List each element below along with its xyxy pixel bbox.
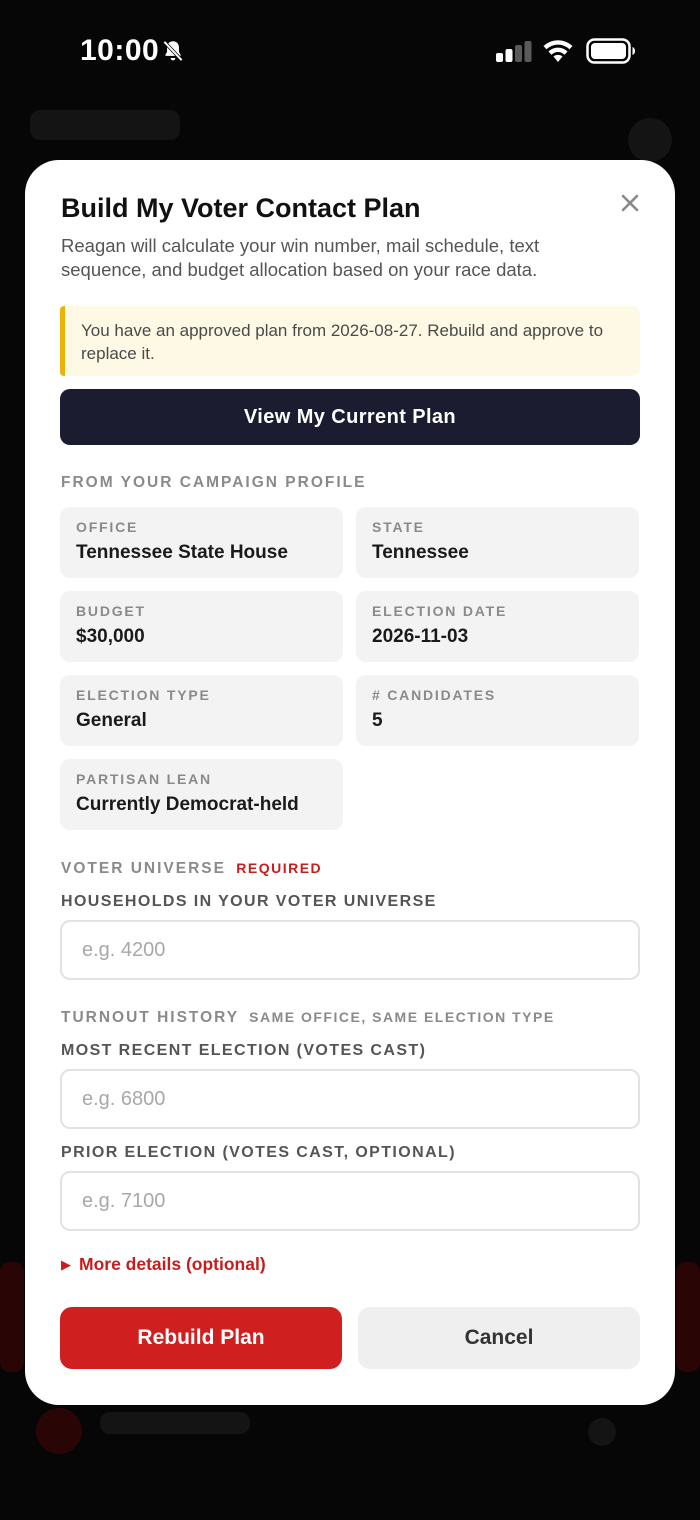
households-field-label: HOUSEHOLDS IN YOUR VOTER UNIVERSE xyxy=(61,893,437,910)
profile-section-label: FROM YOUR CAMPAIGN PROFILE xyxy=(61,474,367,491)
profile-card-candidates xyxy=(356,675,639,746)
build-plan-modal xyxy=(25,160,675,1405)
background-app-label-bottom xyxy=(100,1412,250,1434)
required-badge: REQUIRED xyxy=(236,860,323,876)
profile-card-value: 5 xyxy=(372,710,383,731)
profile-card-value: 2026-11-03 xyxy=(372,626,469,647)
profile-card-state xyxy=(356,507,639,578)
wifi-icon xyxy=(542,37,574,68)
status-time: 10:00 xyxy=(80,34,160,67)
cancel-button[interactable]: Cancel xyxy=(358,1307,640,1369)
background-app-banner xyxy=(0,1262,24,1372)
profile-card-label: ELECTION DATE xyxy=(372,603,508,619)
profile-card-label: # CANDIDATES xyxy=(372,687,497,703)
turnout-section-subtitle: SAME OFFICE, SAME ELECTION TYPE xyxy=(249,1009,555,1025)
close-icon[interactable] xyxy=(615,188,645,218)
profile-card-election-date xyxy=(356,591,639,662)
battery-icon xyxy=(586,38,636,69)
view-current-plan-button[interactable]: View My Current Plan xyxy=(60,389,640,445)
status-bar xyxy=(0,0,700,100)
voter-universe-section-title: VOTER UNIVERSE xyxy=(61,860,226,877)
profile-card-label: PARTISAN LEAN xyxy=(76,771,212,787)
turnout-section-title: TURNOUT HISTORY xyxy=(61,1009,239,1026)
background-app-banner-right xyxy=(676,1262,700,1372)
profile-card-label: STATE xyxy=(372,519,425,535)
profile-card-office xyxy=(60,507,343,578)
background-app-avatar-bottom xyxy=(36,1408,82,1454)
more-details-toggle[interactable] xyxy=(61,1254,266,1275)
rebuild-plan-button[interactable]: Rebuild Plan xyxy=(60,1307,342,1369)
background-app-header xyxy=(30,110,180,140)
profile-card-value: Tennessee State House xyxy=(76,542,288,563)
cellular-signal-icon xyxy=(496,40,532,67)
profile-card-budget xyxy=(60,591,343,662)
profile-card-value: $30,000 xyxy=(76,626,145,647)
recent-election-field-label: MOST RECENT ELECTION (VOTES CAST) xyxy=(61,1042,427,1059)
households-input[interactable] xyxy=(60,920,640,980)
profile-card-value: Tennessee xyxy=(372,542,469,563)
prior-election-field-label: PRIOR ELECTION (VOTES CAST, OPTIONAL) xyxy=(61,1144,456,1161)
voter-universe-section-label xyxy=(61,860,322,878)
prior-election-input[interactable] xyxy=(60,1171,640,1231)
approved-plan-notice: You have an approved plan from 2026-08-27. Rebuild and approve to replace it. xyxy=(60,306,640,376)
background-app-icon-bottom xyxy=(588,1418,616,1446)
more-details-label: More details (optional) xyxy=(79,1254,266,1274)
profile-card-value: General xyxy=(76,710,147,731)
bell-muted-icon xyxy=(160,38,186,69)
recent-election-input[interactable] xyxy=(60,1069,640,1129)
background-app-avatar xyxy=(628,118,672,162)
modal-title: Build My Voter Contact Plan xyxy=(61,193,421,223)
modal-subtitle: Reagan will calculate your win number, mail schedule, text sequence, and budget allocation based on your race data. xyxy=(61,235,540,280)
profile-card-label: BUDGET xyxy=(76,603,146,619)
triangle-right-icon: ▶ xyxy=(61,1256,71,1272)
profile-card-label: OFFICE xyxy=(76,519,139,535)
profile-card-election-type xyxy=(60,675,343,746)
profile-card-value: Currently Democrat-held xyxy=(76,794,299,815)
profile-card-label: ELECTION TYPE xyxy=(76,687,211,703)
profile-card-partisan-lean xyxy=(60,759,343,830)
turnout-section-label xyxy=(61,1009,555,1027)
